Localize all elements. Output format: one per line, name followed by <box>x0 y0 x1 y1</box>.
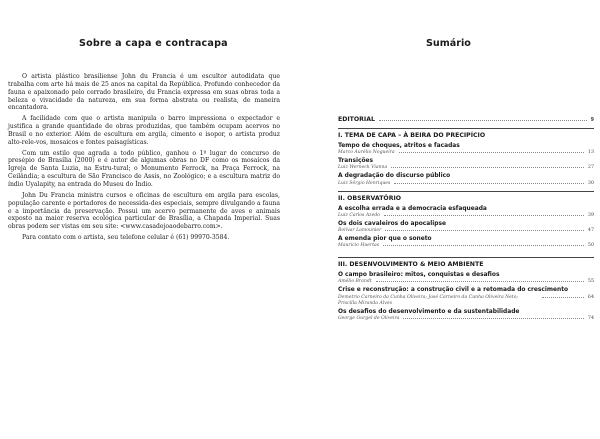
paragraph-4: John Du Francia ministra cursos e oficinas de escultura em argila para escolas, população carente e portadores de necessida-des especiais, sempre divulgando a fauna e a importância da preservação. Possui um acervo permanente de aves e animais exposto na maior reserva ecológica particular de Brasília, a Chapada Imperial. Suas obras podem ser vistas em seu site: <www.casadejoaodebarro.com>. <box>8 191 280 231</box>
paragraph-5: Para contato com o artista, seu telefone celular é (61) 99970-3584. <box>22 234 230 242</box>
paragraph-1: O artista plástico brasiliense John du Francia é um escultor autodidata que trabalha com arte há mais de 25 anos na capital da República. Profundo conhecedor da fauna e apaixonado pelo cerrado brasileiro, du Francia expressa em suas obras toda a beleza e vivacidade da natureza, em sua forma abstrata ou realista, de maneira encantadora. <box>8 73 280 112</box>
table-of-contents <box>338 38 594 322</box>
toc-entry[interactable]: A degradação do discurso público Luiz Sérgio Henriques 30 <box>338 173 594 186</box>
toc-entry[interactable]: Os desafios do desenvolvimento e da sustentabilidade George Gurgel de Oliveira 74 <box>338 308 594 321</box>
toc-entry[interactable]: A emenda pior que o soneto Maurício Huertas 50 <box>338 236 594 249</box>
toc-title: Sumário <box>426 38 471 49</box>
paragraph-2: A facilidade com que o artista manipula o barro impressiona o expectador e justifica a grande quantidade de obras produzidas, que também ocupam acervos no Brasil e no exterior. Além de escultura em argila, cimento e isopor, o artista produz alto-rele-vos, mosaicos e fontes paisagísticas. <box>8 115 280 146</box>
toc-section-2-heading: II. OBSERVATÓRIO <box>338 194 402 202</box>
editorial-label: EDITORIAL <box>338 116 375 123</box>
toc-section-1-heading: I. TEMA DE CAPA – À BEIRA DO PRECIPÍCIO <box>338 132 486 139</box>
toc-entry[interactable]: A escolha errada e a democracia esfaqueada Luiz Carlos Azedo 39 <box>338 205 594 218</box>
toc-entry[interactable]: Os dois cavaleiros do apocalipse Bolívar Lamounier 47 <box>338 220 594 234</box>
toc-entry[interactable]: O campo brasileiro: mitos, conquistas e desafios Amélio Brandt 55 <box>338 272 594 285</box>
about-cover-title: Sobre a capa e contracapa <box>79 38 228 49</box>
about-cover-column <box>8 38 280 242</box>
toc-entry[interactable]: Crise e reconstrução: a construção civil e a retomada do crescimento Demetrio Carneiro da Cunha Oliveira; José Carneiro da Cunha Oliveira Neto; Priscilla Miranda Alves 64 <box>338 287 594 306</box>
toc-entry[interactable]: Transições Luiz Werneck Vianna 27 <box>338 158 594 171</box>
editorial-page: 9 <box>590 118 594 123</box>
toc-editorial[interactable] <box>338 116 594 123</box>
toc-section-3-heading: III. DESENVOLVIMENTO & MEIO AMBIENTE <box>338 261 484 269</box>
toc-entry[interactable]: Tempo de choques, atritos e facadas Marco Aurélio Nogueira 13 <box>338 143 594 156</box>
paragraph-3: Com um estilo que agrada a todo público, ganhou o 1º lugar do concurso de presépio de Brasília (2000) e é autor de algumas obras no DF como os mosaicos da Igreja de Santa Luzia, na Estru-tural; o Monumento Ferrock, na Praça Ferrock, na Ceilândia; a escultura de São Francisco de Assis, no Zoológico; e a escultura matriz do índio Uyalapity, na entrada do Museu do Índio. <box>8 149 280 188</box>
